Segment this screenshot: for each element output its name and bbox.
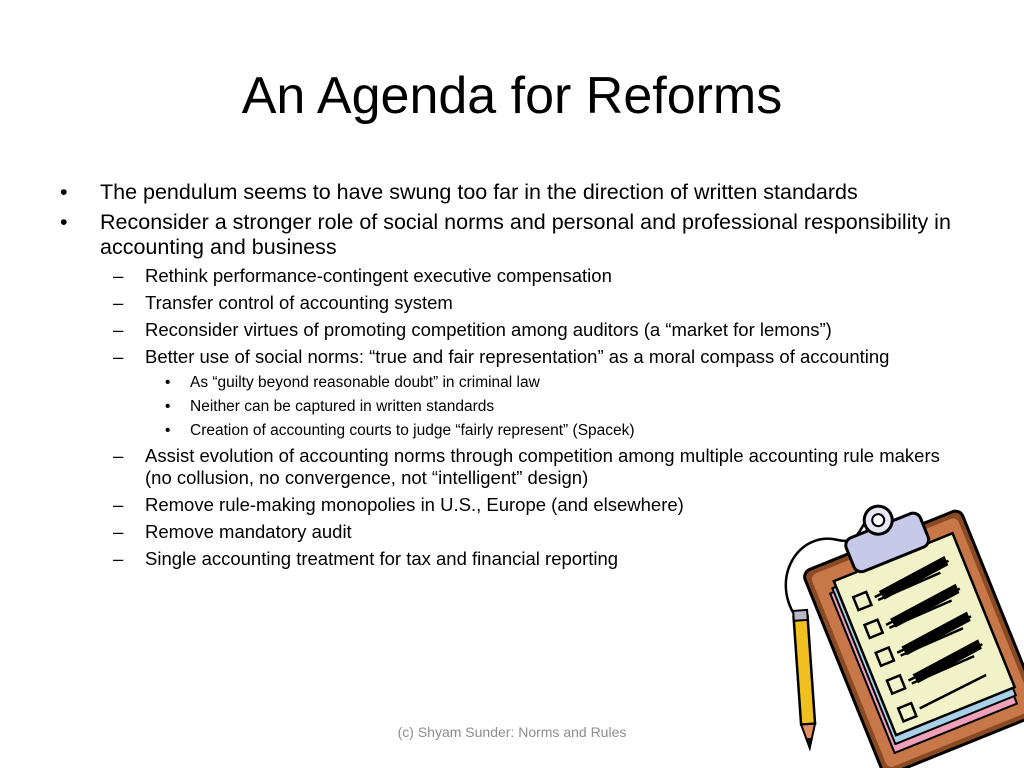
bullet-item	[56, 180, 956, 205]
sub-bullet-item	[56, 319, 956, 341]
dash-marker: –	[113, 494, 124, 515]
sub-sub-bullet-text: As “guilty beyond reasonable doubt” in criminal law	[190, 374, 540, 391]
dash-marker: –	[113, 292, 124, 313]
sub-bullet-text: Better use of social norms: “true and fair representation” as a moral compass of accounting	[145, 346, 890, 367]
dash-marker: –	[113, 319, 124, 340]
dash-marker: –	[113, 346, 124, 367]
bullet-marker: •	[60, 180, 68, 204]
sub-bullet-item	[56, 445, 956, 489]
sub-bullet-text: Reconsider virtues of promoting competition among auditors (a “market for lemons”)	[145, 319, 832, 340]
sub-bullet-text: Remove rule-making monopolies in U.S., Europe (and elsewhere)	[145, 494, 684, 515]
sub-bullet-text: Remove mandatory audit	[145, 521, 352, 542]
dash-marker: –	[113, 265, 124, 286]
sub-sub-bullet-item	[56, 373, 956, 392]
sub-sub-bullet-item	[56, 397, 956, 416]
sub-bullet-text: Rethink performance-contingent executive compensation	[145, 265, 612, 286]
sub-bullet-item	[56, 265, 956, 287]
sub-sub-bullet-text: Neither can be captured in written standards	[190, 398, 495, 415]
sub-bullet-item	[56, 346, 956, 368]
bullet-text: Reconsider a stronger role of social norms and personal and professional responsibility in accounting and business	[100, 210, 951, 259]
bullet-marker: •	[165, 398, 171, 415]
sub-bullet-text: Assist evolution of accounting norms through competition among multiple accounting rule makers (no collusion, no convergence, not “intelligent” design)	[145, 445, 940, 488]
sub-bullet-text: Single accounting treatment for tax and financial reporting	[145, 548, 619, 569]
dash-marker: –	[113, 521, 124, 542]
dash-marker: –	[113, 445, 124, 466]
slide-footer: (c) Shyam Sunder: Norms and Rules	[397, 724, 627, 740]
sub-sub-bullet-text: Creation of accounting courts to judge “fairly represent” (Spacek)	[190, 422, 635, 439]
bullet-text: The pendulum seems to have swung too far in the direction of written standards	[100, 180, 858, 204]
sub-bullet-text: Transfer control of accounting system	[145, 292, 453, 313]
bullet-marker: •	[60, 210, 68, 234]
sub-sub-bullet-item	[56, 421, 956, 440]
sub-bullet-item	[56, 292, 956, 314]
bullet-marker: •	[165, 422, 171, 439]
dash-marker: –	[113, 548, 124, 569]
slide-title: An Agenda for Reforms	[241, 67, 783, 125]
bullet-marker: •	[165, 374, 171, 391]
bullet-item	[56, 210, 956, 260]
